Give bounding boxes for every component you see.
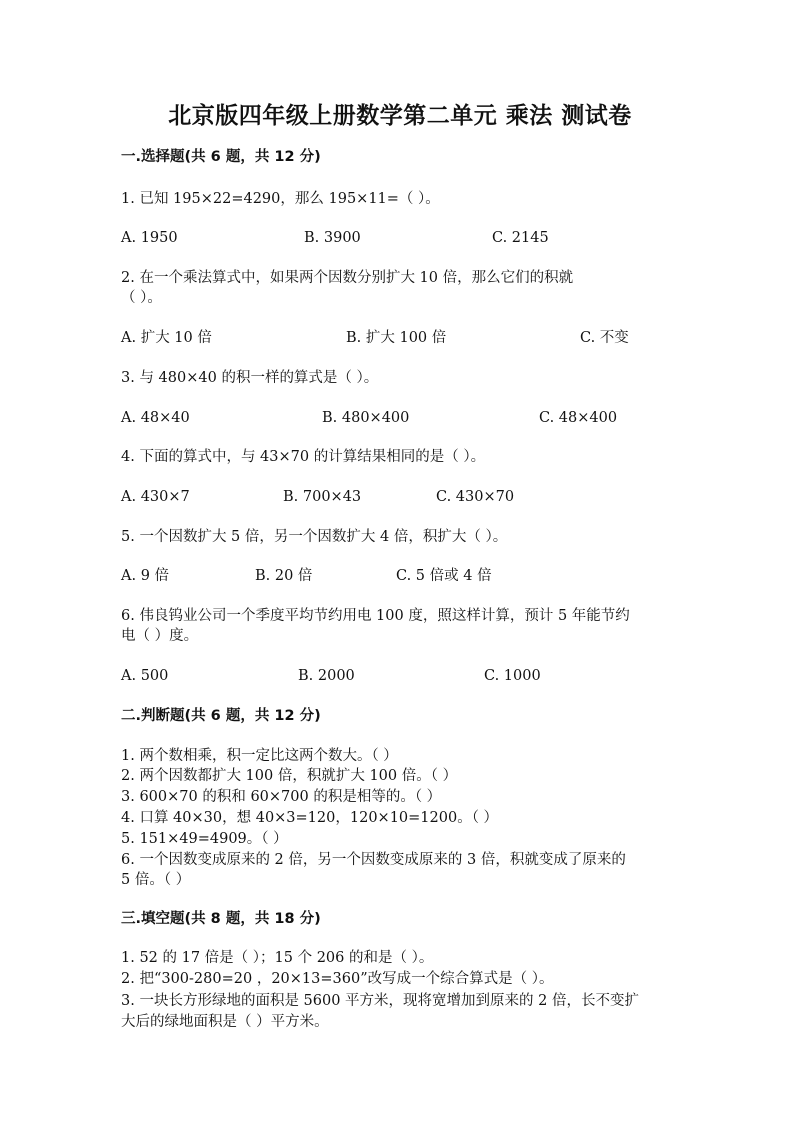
question-text: 5. 一个因数扩大 5 倍，另一个因数扩大 4 倍，积扩大（ ）。 [121, 529, 508, 545]
fill-line: 2. 把“300-280=20 ，20×13=360”改写成一个综合算式是（ ）。 [121, 971, 554, 987]
option-c: C. 2145 [492, 230, 549, 246]
question-text: 6. 伟良钨业公司一个季度平均节约用电 100 度，照这样计算，预计 5 年能节约 [121, 608, 630, 624]
option-a: A. 1950 [121, 230, 178, 246]
section-heading-choice: 一.选择题(共 6 题，共 12 分) [121, 149, 321, 165]
judgement-line: 3. 600×70 的积和 60×700 的积是相等的。（ ） [121, 789, 442, 805]
option-b: B. 700×43 [283, 489, 362, 505]
judgement-line: 1. 两个数相乘，积一定比这两个数大。（ ） [121, 748, 398, 764]
fill-line: 1. 52 的 17 倍是（ ）；15 个 206 的和是（ ）。 [121, 950, 434, 966]
question-text: 4. 下面的算式中，与 43×70 的计算结果相同的是（ ）。 [121, 449, 486, 465]
fill-line: 3. 一块长方形绿地的面积是 5600 平方米，现将宽增加到原来的 2 倍，长不变扩 [121, 993, 640, 1009]
question-text: 3. 与 480×40 的积一样的算式是（ ）。 [121, 370, 379, 386]
option-c: C. 48×400 [539, 410, 618, 426]
option-b: B. 480×400 [322, 410, 410, 426]
fill-line: 大后的绿地面积是（ ）平方米。 [121, 1014, 329, 1030]
question-text: 1. 已知 195×22=4290，那么 195×11=（ ）。 [121, 191, 440, 207]
option-b: B. 20 倍 [255, 568, 313, 584]
option-b: B. 扩大 100 倍 [346, 330, 447, 346]
option-a: A. 48×40 [121, 410, 190, 426]
option-c: C. 430×70 [436, 489, 515, 505]
judgement-line: 5. 151×49=4909。（ ） [121, 831, 288, 847]
option-b: B. 3900 [304, 230, 361, 246]
section-heading-judgement: 二.判断题(共 6 题，共 12 分) [121, 708, 321, 724]
section-heading-fill: 三.填空题(共 8 题，共 18 分) [121, 911, 321, 927]
judgement-line: 2. 两个因数都扩大 100 倍，积就扩大 100 倍。（ ） [121, 768, 458, 784]
judgement-line: 5 倍。（ ） [121, 872, 191, 888]
judgement-line: 4. 口算 40×30，想 40×3=120，120×10=1200。（ ） [121, 810, 499, 826]
option-c: C. 1000 [484, 668, 541, 684]
question-text: 电（ ）度。 [121, 628, 199, 644]
option-a: A. 430×7 [121, 489, 190, 505]
judgement-line: 6. 一个因数变成原来的 2 倍，另一个因数变成原来的 3 倍，积就变成了原来的 [121, 852, 626, 868]
option-b: B. 2000 [298, 668, 355, 684]
question-text: （ ）。 [121, 290, 162, 306]
option-c: C. 不变 [580, 330, 629, 346]
question-text: 2. 在一个乘法算式中，如果两个因数分别扩大 10 倍，那么它们的积就 [121, 270, 574, 286]
page-title: 北京版四年级上册数学第二单元 乘法 测试卷 [168, 103, 632, 129]
option-a: A. 扩大 10 倍 [121, 330, 212, 346]
option-a: A. 500 [121, 668, 169, 684]
option-a: A. 9 倍 [121, 568, 170, 584]
option-c: C. 5 倍或 4 倍 [396, 568, 492, 584]
